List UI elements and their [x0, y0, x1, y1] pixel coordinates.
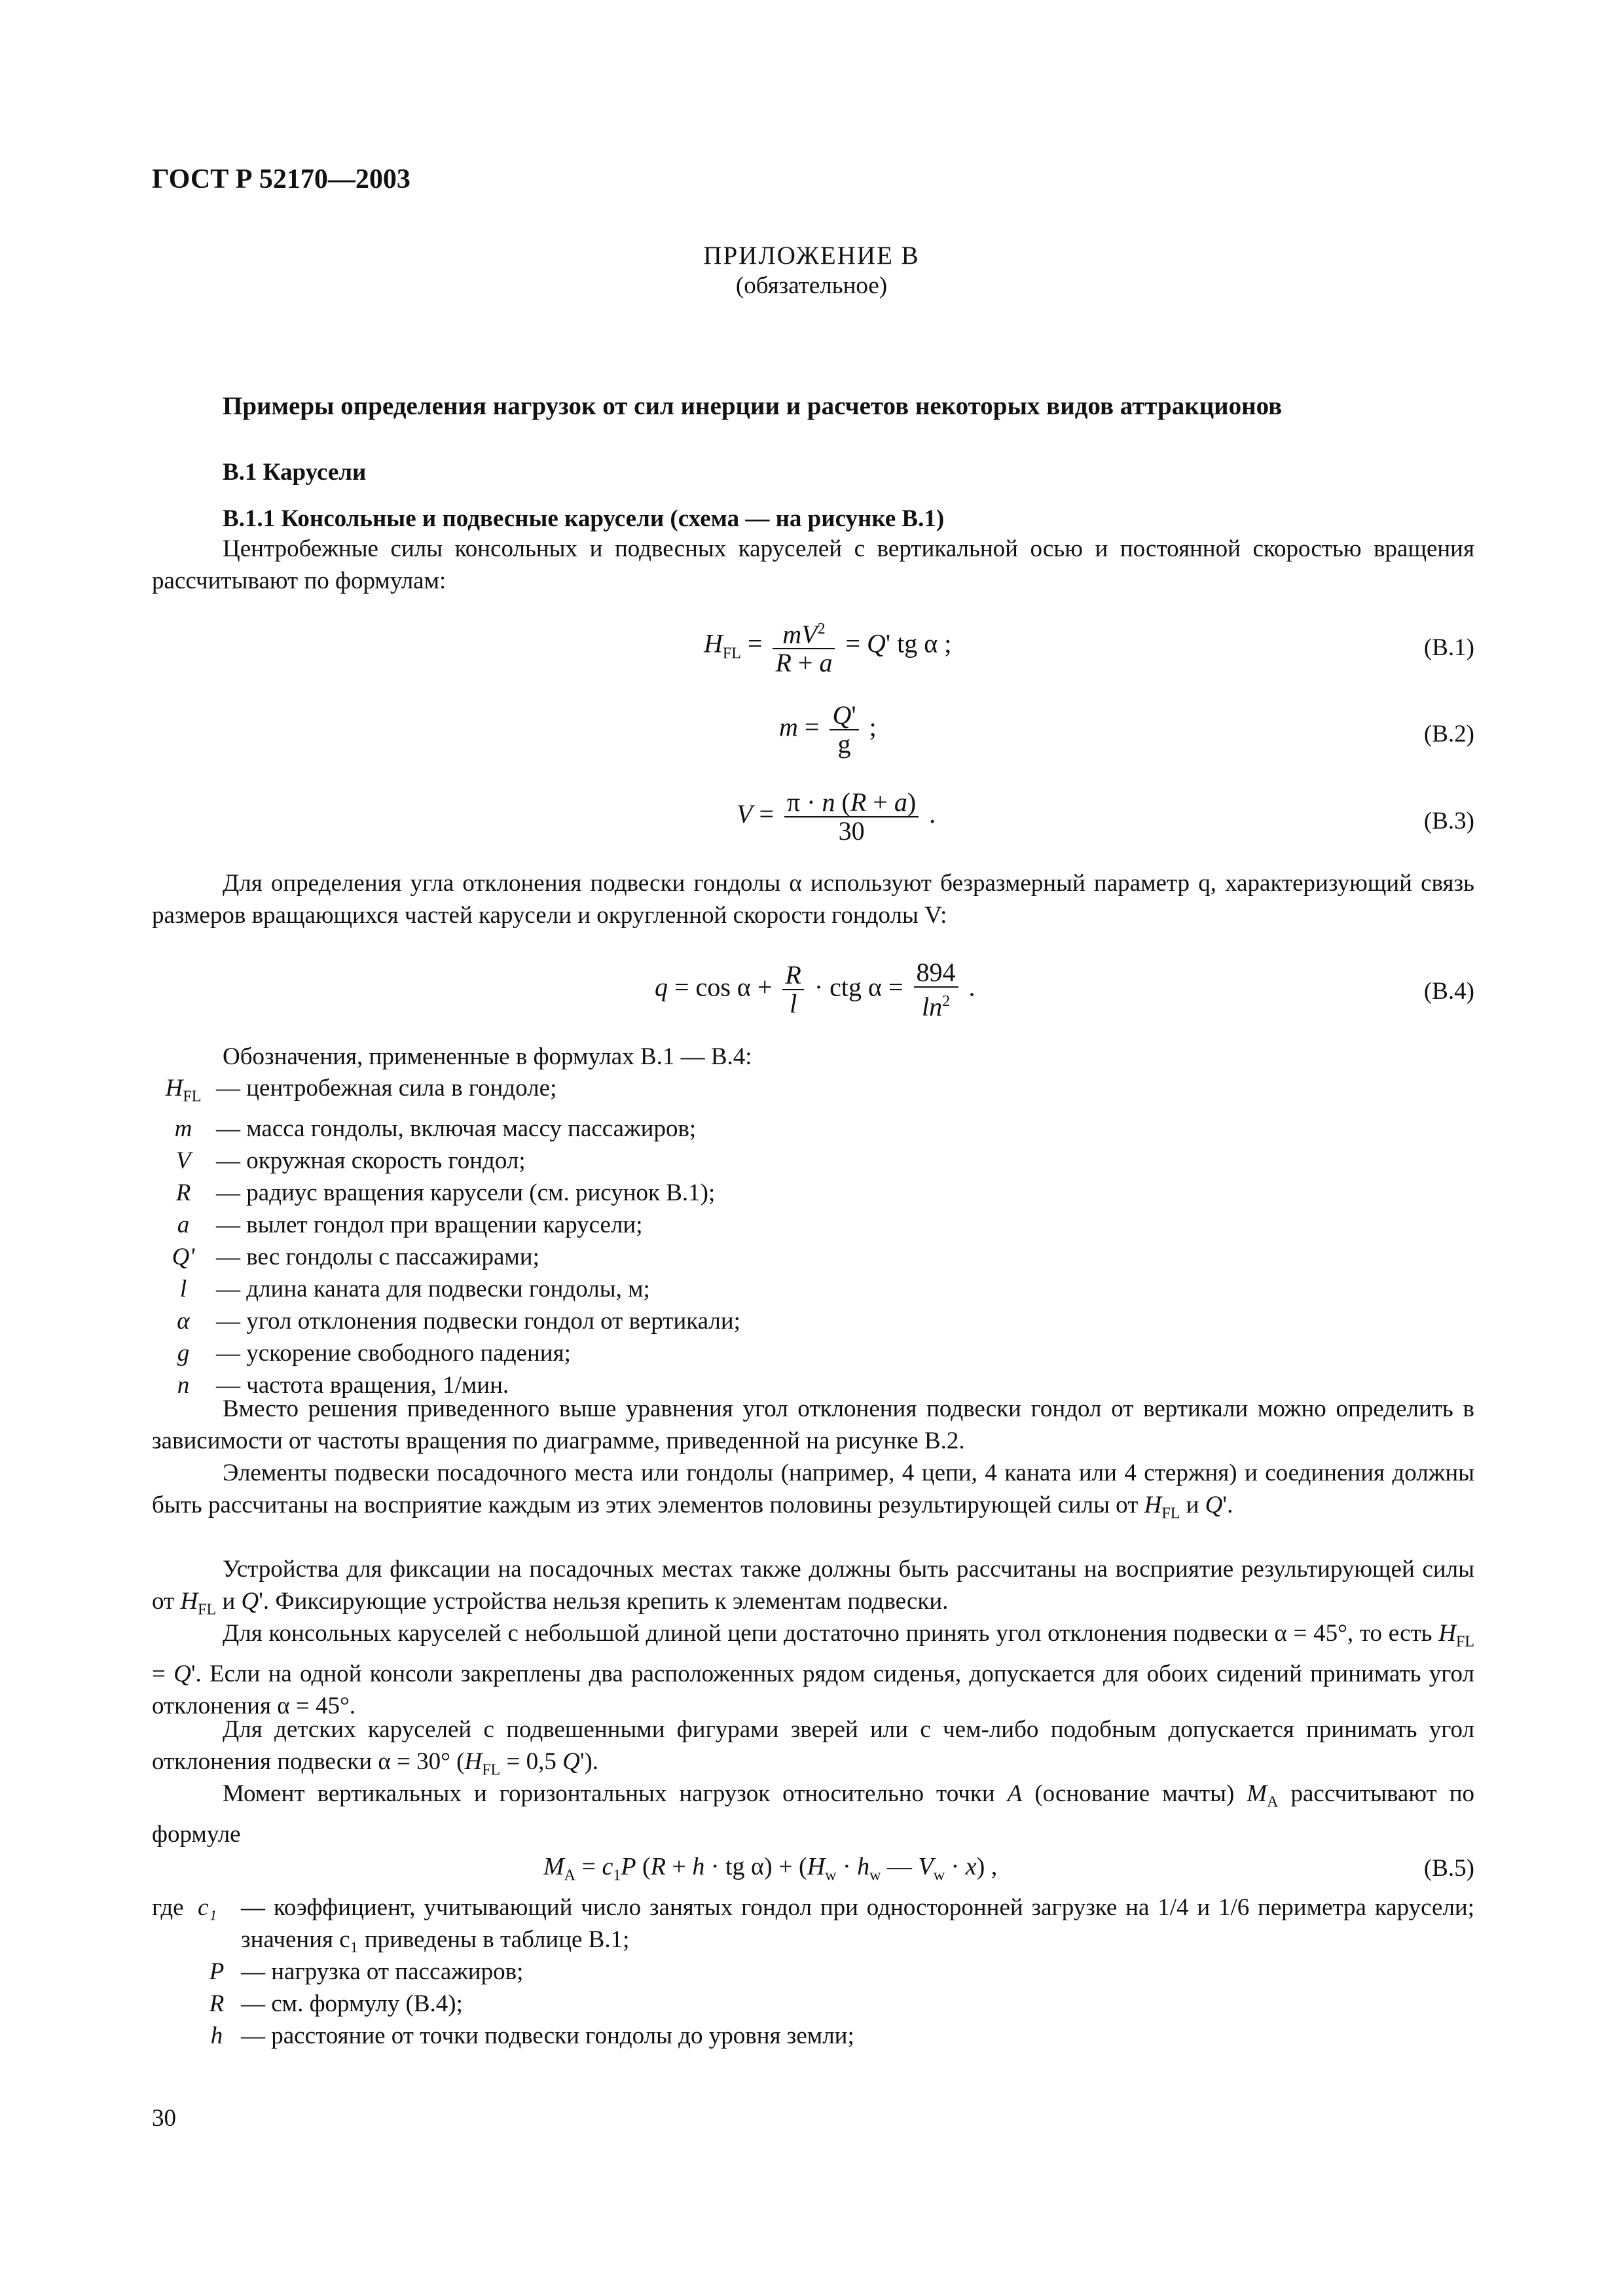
intro-paragraph: Центробежные силы консольных и подвесных каруселей с вертикальной осью и постоянной скоростью вращения рассчитывают по формулам:: [152, 535, 1474, 594]
formula-b5-number: (В.5): [1423, 1855, 1474, 1882]
symbol-legend: [151, 1072, 740, 1401]
subsubsection-heading: В.1.1 Консольные и подвесные карусели (схема — на рисунке В.1): [223, 505, 945, 532]
formula-b1: $H_{FL}$ = $\frac{mV^2}{R + a}$ = Q' tg α ;: [704, 615, 951, 677]
formula-b4-number: (В.4): [1423, 978, 1474, 1005]
legend-item: [151, 1241, 740, 1273]
paragraph-fixation: Устройства для фиксации на посадочных местах также должны быть рассчитаны на восприятие результирующей силы от $H_{FL}$ и Q'. Фиксирующие устройства нельзя крепить к элементам подвески.: [152, 1556, 1474, 1619]
legend-description: — вылет гондол при вращении карусели;: [216, 1211, 643, 1239]
legend-description: — частота вращения, 1/мин.: [216, 1372, 509, 1399]
legend-symbol: a: [177, 1211, 190, 1239]
legend-description: — длина каната для подвески гондолы, м;: [216, 1276, 650, 1303]
formula-b3-number: (В.3): [1423, 808, 1474, 834]
legend-item: [151, 1145, 740, 1177]
legend-symbol: l: [179, 1276, 187, 1303]
formula-b4: q = cos α + $\frac{R}{l}$ · ctg α = $\frac{894}{\ln^2}$ .: [655, 958, 976, 1022]
paragraph-cantilever: Для консольных каруселей с небольшой длиной цепи достаточно принять угол отклонения подвески α = 45°, то есть $H_{FL} = Q'$. Если на одной консоли закреплены два расположенных рядом сиденья, допускается для обоих сидений принимать угол отклонения α = 45°.: [152, 1620, 1474, 1720]
legend-item: [151, 1072, 740, 1113]
legend-description: — окружная скорость гондол;: [216, 1147, 526, 1175]
legend-symbol: R: [175, 1179, 191, 1207]
page-number: 30: [152, 2105, 176, 2132]
paragraph-diagram: Вместо решения приведенного выше уравнения угол отклонения подвески гондол от вертикали можно определить в зависимости от частоты вращения по диаграмме, приведенной на рисунке В.2.: [152, 1395, 1474, 1454]
legend-symbol: m: [174, 1115, 192, 1143]
section-title: Примеры определения нагрузок от сил инерции и расчетов некоторых видов аттракционов: [223, 392, 1283, 420]
subsection-heading: В.1 Карусели: [223, 459, 367, 486]
legend-symbol: Q': [172, 1244, 195, 1271]
legend-item: [151, 1273, 740, 1305]
legend-item: [151, 1337, 740, 1369]
legend-symbol: V: [175, 1147, 191, 1175]
legend-description: — масса гондолы, включая массу пассажиров;: [216, 1115, 697, 1143]
paragraph-children: Для детских каруселей с подвешенными фигурами зверей или с чем-либо подобным допускается принимать угол отклонения подвески α = 30° ($H_{FL} = 0,5$ Q').: [152, 1716, 1474, 1779]
formula-b3: V = $\frac{\pi \cdot n (R + a)}{30}$ .: [737, 787, 936, 846]
legend-item: [151, 1305, 740, 1337]
legend-description: — центробежная сила в гондоле;: [216, 1075, 557, 1102]
legend-symbol: n: [177, 1372, 190, 1399]
legend-item: [151, 1113, 740, 1145]
legend-intro: Обозначения, примененные в формулах В.1 — В.4:: [223, 1043, 752, 1070]
formula-b5: $M_A = c_1P$ (R + h · tg $\alpha) + (H_w \cdot h_w$ — $V_w \cdot x$) ,: [543, 1853, 998, 1884]
formula-b2: m = $\frac{Q'}{g}$ ;: [779, 700, 877, 759]
where-item: h — расстояние от точки подвески гондолы до уровня земли;: [210, 2022, 854, 2049]
paragraph-q-parameter: Для определения угла отклонения подвески гондолы α используют безразмерный параметр q, характеризующий связь размеров вращающихся частей карусели и округленной скорости гондолы V:: [152, 870, 1474, 929]
formula-b1-number: (В.1): [1423, 634, 1474, 661]
legend-symbol: $H_{FL}$: [165, 1075, 202, 1105]
paragraph-moment: Момент вертикальных и горизонтальных нагрузок относительно точки A (основание мачты) $M_A$ рассчитывают по формуле: [152, 1780, 1474, 1848]
legend-description: — радиус вращения карусели (см. рисунок В.1);: [216, 1179, 716, 1207]
where-item: R — см. формулу (В.4);: [209, 1990, 463, 2017]
legend-symbol: α: [177, 1308, 190, 1335]
legend-item: [151, 1177, 740, 1209]
appendix-title: ПРИЛОЖЕНИЕ В: [703, 242, 920, 270]
legend-description: — ускорение свободного падения;: [216, 1340, 571, 1367]
legend-description: — вес гондолы с пассажирами;: [216, 1244, 539, 1271]
where-item: P — нагрузка от пассажиров;: [209, 1958, 524, 1985]
where-list: [152, 1892, 1474, 2052]
legend-item: [151, 1209, 740, 1241]
legend-symbol: g: [177, 1340, 190, 1367]
where-item: где c₁ — коэффициент, учитывающий число занятых гондол при односторонней загрузке на 1/4 и 1/6 периметра карусели; значения c₁ приведены в таблице В.1;: [152, 1894, 1474, 1953]
document-id: ГОСТ Р 52170—2003: [152, 164, 410, 194]
legend-description: — угол отклонения подвески гондол от вертикали;: [216, 1308, 740, 1335]
appendix-status: (обязательное): [735, 272, 888, 299]
formula-b2-number: (В.2): [1423, 721, 1474, 747]
paragraph-suspension: Элементы подвески посадочного места или гондолы (например, 4 цепи, 4 каната или 4 стержня) и соединения должны быть рассчитаны на восприятие каждым из этих элементов половины результирующей силы от $H_{FL}$ и Q'.: [152, 1460, 1474, 1522]
